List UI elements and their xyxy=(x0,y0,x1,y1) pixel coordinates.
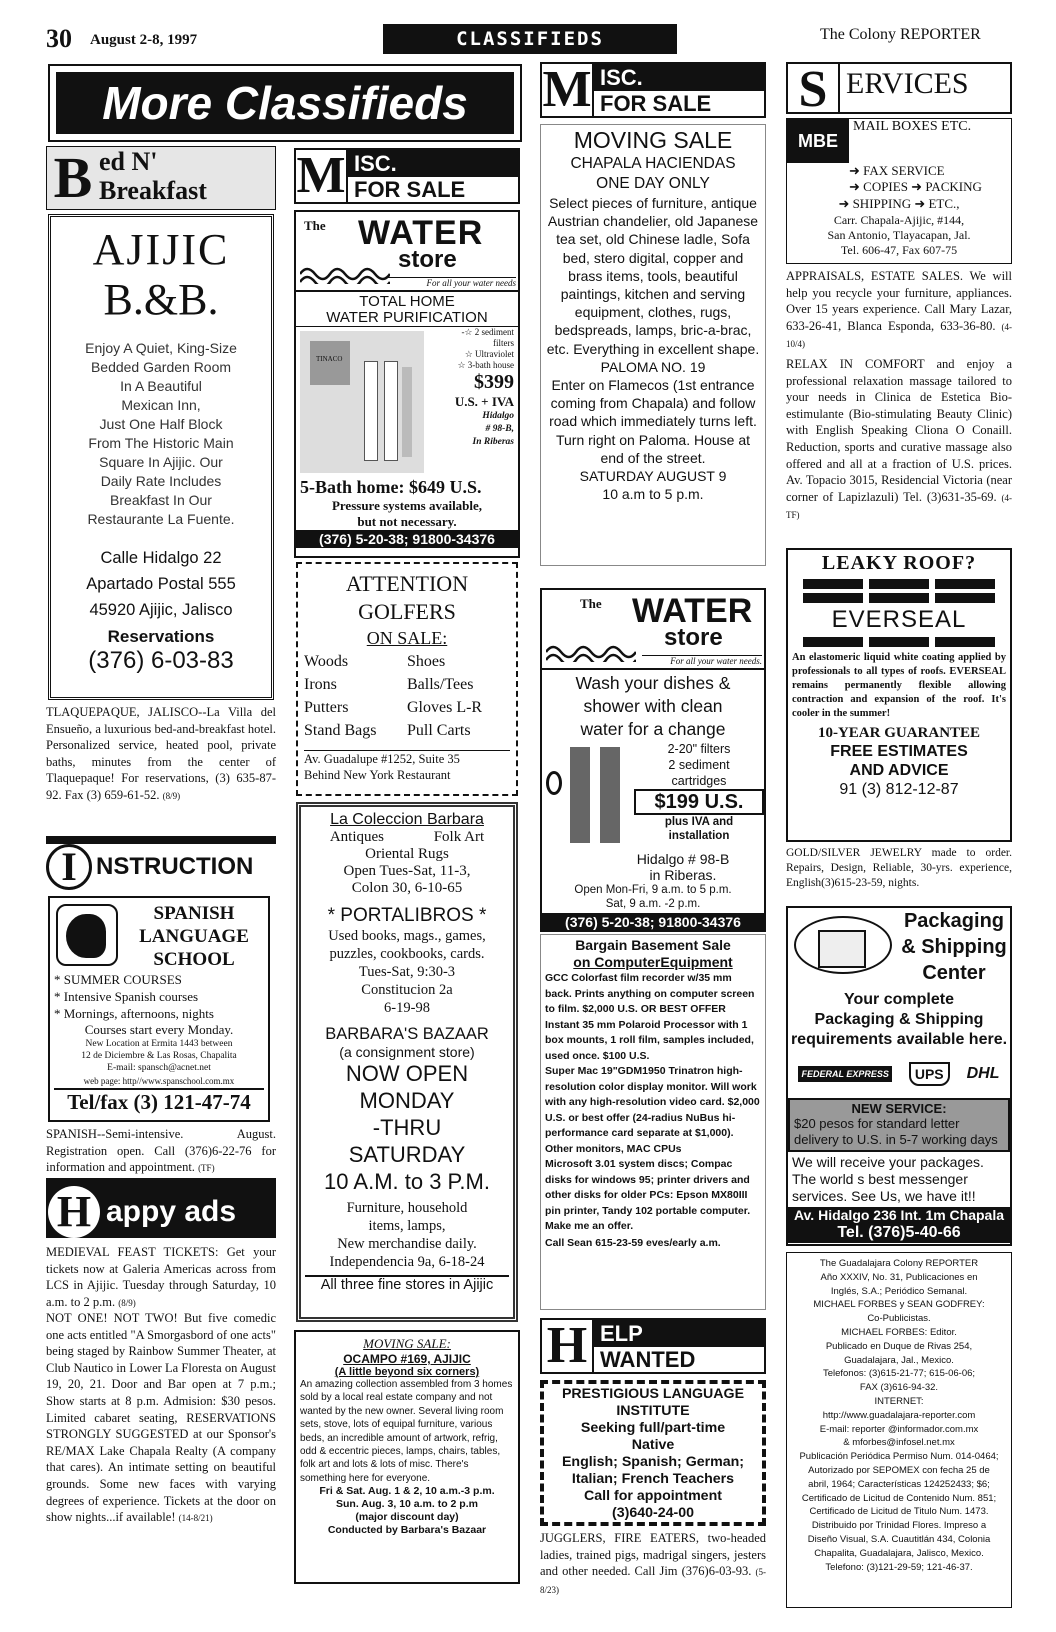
barbara-antiques: Antiques xyxy=(329,829,385,845)
water2-features xyxy=(634,741,764,789)
issue-date: August 2-8, 1997 xyxy=(90,32,198,48)
moving2-dates: Fri & Sat. Aug. 1 & 2, 10 a.m.-3 p.m. xyxy=(319,1485,495,1498)
bnb-words xyxy=(99,147,207,209)
water2-plus xyxy=(634,815,764,843)
moving-directions: Enter on Flamecos (1st entrance coming from Chapala) and follow road which immediately turns left. Turn right on Paloma. House at end of the street. xyxy=(549,377,757,466)
spanish-bullets xyxy=(54,971,264,1022)
spanish-bullet: * Mornings, afternoons, nights xyxy=(54,1006,214,1021)
water2-plus-line: installation xyxy=(668,830,730,842)
fedex-logo: FEDERAL EXPRESS xyxy=(798,1066,891,1082)
masthead-info-line: Certificado de Licitud de Contenido Num. 851; xyxy=(801,1492,997,1504)
masthead-info-line: FAX (3)616-94-32. xyxy=(859,1382,939,1394)
spanish-tel: Tel/fax (3) 121-47-74 xyxy=(54,1088,264,1115)
spanish-text-ad xyxy=(46,1126,276,1177)
golf-title1: ATTENTION xyxy=(345,571,469,596)
mbe-shipping: ➜ SHIPPING ➜ ETC., xyxy=(838,196,960,211)
pack-t3: Center xyxy=(922,962,986,984)
logo-tagline: For all your water needs xyxy=(386,277,516,288)
language-institute-line: Seeking full/part-time xyxy=(580,1420,726,1436)
everseal-body: An elastomeric liquid white coating applied by professionals to all types of roofs. EVERSEAL remains permanently flexible allowing contraction and expansion of the roof. It's cooler in the summer! xyxy=(792,652,1006,719)
water2-price: $199 U.S. xyxy=(634,789,764,815)
globe-box-icon xyxy=(788,908,898,990)
portalibros-line: Constitucion 2a xyxy=(361,982,453,998)
waves-icon-2 xyxy=(546,642,636,662)
water-store-ad-2 xyxy=(540,588,766,932)
bargain-title1: Bargain Basement Sale xyxy=(575,937,731,953)
bargain-body xyxy=(545,971,761,1235)
water1-feature: ☆ Ultraviolet xyxy=(464,349,514,359)
ups-logo: UPS xyxy=(909,1062,950,1086)
bazaar-furniture xyxy=(305,1199,509,1271)
language-institute-line: PRESTIGIOUS LANGUAGE xyxy=(561,1386,745,1402)
golf-title2: GOLFERS xyxy=(358,599,456,624)
language-institute-line: INSTITUTE xyxy=(616,1403,690,1419)
help-line1: ELP xyxy=(594,1320,764,1347)
barbara-hours: Open Tues-Sat, 11-3, xyxy=(343,863,471,879)
pack-sub-line: Packaging & Shipping xyxy=(814,1011,984,1028)
water2-address xyxy=(542,851,764,883)
masthead-info-line: E-mail: reporter @informador.com.mx xyxy=(819,1423,979,1435)
spanish-title-line: LANGUAGE xyxy=(139,926,249,947)
masthead-info-line: Diseño Visual, S.A. Cuautitlán 434, Colonia xyxy=(807,1533,991,1545)
language-institute-line: (3)640-24-00 xyxy=(611,1505,695,1521)
spanish-bullet: * Intensive Spanish courses xyxy=(54,989,199,1004)
barbara-rugs: Oriental Rugs xyxy=(365,846,449,862)
bargain-basement-ad xyxy=(540,934,766,1310)
golf-item: Woods xyxy=(304,653,349,670)
masthead-info-box xyxy=(786,1252,1012,1608)
moving-time: 10 a.m to 5 p.m. xyxy=(602,486,704,503)
checker-pattern xyxy=(792,579,1006,589)
misc-line2: FOR SALE xyxy=(354,177,466,202)
bazaar-furniture-line: Independencia 9a, 6-18-24 xyxy=(329,1254,485,1270)
relax-text: RELAX IN COMFORT and enjoy a professional relaxation massage tailored to your needs in Clinica de Estetica Bio-estimulante (Bio-stimulating Beauty Clinic) with English Speaking Cliona O Conaill. Reduction, sports and curative massage also offered and all at a fraction of U.S. prices. Av. Topacio 3015, Residencial Victoria (near corner of Lapizlazuli) Tel. (3)631-35-69. xyxy=(786,357,1012,504)
pack-sub xyxy=(788,990,1010,1050)
language-institute-line: Call for appointment xyxy=(584,1488,722,1504)
mbe-fax: ➜ FAX SERVICE xyxy=(849,163,945,178)
masthead-info-line: Año XXXIV, No. 31, Publicaciones en xyxy=(820,1271,978,1283)
ajijic-body-line: Restaurante La Fuente. xyxy=(87,511,235,527)
moving-sale-ocampo-ad xyxy=(294,1330,520,1584)
bnb-header xyxy=(46,146,276,210)
pack-new-body: $20 pesos for standard letter delivery to U.S. in 5-7 working days xyxy=(794,1116,998,1147)
ajijic-address xyxy=(57,545,265,623)
logo2-the: The xyxy=(580,596,602,611)
masthead-info-line: http://www.guadalajara-reporter.com xyxy=(822,1409,976,1421)
mbe-name: MAIL BOXES ETC. xyxy=(853,119,972,134)
spanish-text: SPANISH--Semi-intensive. August. Registration open. Call (376)6-22-76 for information and appointment. xyxy=(46,1127,276,1175)
bnb-letter: B xyxy=(53,145,93,210)
masthead-info-line: abril, 1964; Características 124252433; $6; xyxy=(808,1478,990,1490)
tlaquepaque-text: TLAQUEPAQUE, JALISCO--La Villa del Ensueño, a luxurious bed-and-breakfast hotel. Personalized service, heated pool, private baths, minutes from the center of Tlaquepaque! For reservations, (3) 635-87-92. Fax (3) 659-61-52. xyxy=(46,705,276,802)
spanish-loc1: New Location at Ermita 1443 between xyxy=(85,1039,233,1049)
water2-feature: 2-20" filters xyxy=(667,742,731,756)
masthead-info-line: Distribuido por Trinidad Flores. Impreso a xyxy=(811,1520,987,1532)
moving-title: MOVING SALE xyxy=(573,127,733,153)
help-line2: WANTED xyxy=(600,1347,696,1372)
moving2-by: Conducted by Barbara's Bazaar xyxy=(327,1524,487,1537)
masthead-info-line: Co-Publicistas. xyxy=(867,1313,931,1325)
bazaar-open-line: SATURDAY xyxy=(348,1142,466,1167)
water1-fivebath: 5-Bath home: $649 U.S. xyxy=(300,477,482,497)
water2-plus-line: plus IVA and xyxy=(664,816,734,828)
spanish-code: (TF) xyxy=(198,1163,215,1174)
bargain-item: Instant 35 mm Polaroid Processor with 1 box mounts, 1 roll film, samples included, used once. $100 U.S. xyxy=(545,1018,754,1062)
moving2-title: MOVING SALE: xyxy=(363,1336,451,1351)
bazaar-open-line: 10 A.M. to 3 P.M. xyxy=(324,1169,490,1194)
moving-paloma: PALOMA NO. 19 xyxy=(600,358,706,375)
waves-icon xyxy=(300,264,390,284)
pack-addr: Av. Hidalgo 236 Int. 1m Chapala xyxy=(788,1207,1010,1223)
happy-ads-header xyxy=(46,1178,276,1238)
bazaar-consign: (a consignment store) xyxy=(339,1044,475,1060)
bnb-line2: Breakfast xyxy=(99,176,207,205)
misc-line1: ISC. xyxy=(348,150,518,177)
more-classifieds-banner xyxy=(48,64,522,142)
water1-feature: filters xyxy=(493,338,514,348)
bargain-item: Microsoft 3.01 system discs; Compac disks for windows 95; printer drivers and other disks for older PCs: Epson MX80III pin printer, Tandy 102 portable computer. Make me an offer. xyxy=(545,1158,751,1232)
appraisals-text: APPRAISALS, ESTATE SALES. We will help you recycle your furniture, appliances. Over 15 years experience. Call Mary Lazar, 633-26-41, Blanca Esponda, 633-36-80. xyxy=(786,269,1012,333)
bargain-call: Call Sean 615-23-59 eves/early a.m. xyxy=(545,1236,721,1249)
jugglers-code: (5-8/23) xyxy=(540,1567,767,1595)
logo-the: The xyxy=(304,218,326,233)
ajijic-body xyxy=(57,339,265,529)
masthead-info-line: Chapalita, Guadalajara, Jalisco, Mexico. xyxy=(814,1547,984,1559)
moving2-addr: OCAMPO #169, AJIJIC xyxy=(343,1352,471,1366)
services-header xyxy=(786,61,1012,118)
ajijic-address-line: 45920 Ajijic, Jalisco xyxy=(89,601,233,619)
spanish-start: Courses start every Monday. xyxy=(84,1022,234,1037)
water-store-logo xyxy=(296,212,518,292)
bargain-item: GCC Colorfast film recorder w/35 mm back. Prints anything on computer screen to film. $2,000 U.S. OR BEST OFFER xyxy=(545,972,755,1015)
moving-sale-chapala-ad xyxy=(540,124,766,566)
water2-headline-line: shower with clean xyxy=(583,696,723,716)
barbara-folkart: Folk Art xyxy=(433,829,485,845)
masthead-info-line: Publicación Periódica Permiso Num. 014-0464; xyxy=(799,1451,999,1463)
medieval-code: (8/9) xyxy=(118,1297,136,1308)
bazaar-open-line: NOW OPEN xyxy=(345,1061,469,1086)
barbara-addr: Colon 30, 6-10-65 xyxy=(351,880,463,896)
help-wanted-header xyxy=(540,1318,766,1374)
masthead-info-line: MICHAEL FORBES: Editor. xyxy=(841,1326,957,1338)
golf-items xyxy=(304,650,510,742)
misc-line2-col3: FOR SALE xyxy=(600,91,712,116)
golf-item: Balls/Tees xyxy=(407,676,474,693)
logo-water: WATER xyxy=(358,214,484,252)
golfers-ad xyxy=(296,562,518,796)
golf-addr2: Behind New York Restaurant xyxy=(304,768,451,782)
relax-code: (4-TF) xyxy=(786,492,1012,521)
more-classifieds-title: More Classifieds xyxy=(56,72,514,134)
services-word: ERVICES xyxy=(846,67,969,100)
water1-notnec: but not necessary. xyxy=(357,514,457,529)
bargain-title2: on ComputerEquipment xyxy=(573,954,733,970)
language-institute-line: Native xyxy=(631,1437,675,1453)
ajijic-logo-line2: B.&B. xyxy=(103,275,219,324)
appraisals-code: (4-10/4) xyxy=(786,321,1013,350)
water1-phones: (376) 5-20-38; 91800-34376 xyxy=(296,530,518,548)
everseal-phone: 91 (3) 812-12-87 xyxy=(839,781,959,798)
ajijic-body-line: Breakfast In Our xyxy=(110,492,212,508)
golf-item-row xyxy=(304,650,510,673)
tinaco-tank xyxy=(310,341,350,385)
everseal-free1: FREE ESTIMATES xyxy=(830,743,968,760)
water1-address xyxy=(428,410,514,449)
language-institute-line: Italian; French Teachers xyxy=(571,1471,735,1487)
ajijic-logo-line1: AJIJIC xyxy=(92,225,230,274)
instruction-word: NSTRUCTION xyxy=(96,853,254,880)
water1-headline2: WATER PURIFICATION xyxy=(296,310,518,327)
water-store-ad-1 xyxy=(294,210,520,558)
moving2-body: An amazing collection assembled from 3 homes sold by a local real estate company and not wanted by the new owner. Several living room sets, stove, lots of equipal furniture, various beds, an incredible amount of artwork, refrig, odd & eccentric pieces, lamps, chairs, tables, folk art and lots & lots of misc. There's something here for everyone. xyxy=(300,1379,513,1484)
water2-address-line: Hidalgo # 98-B xyxy=(636,851,730,867)
water2-hours xyxy=(542,883,764,911)
water1-price: $399 xyxy=(474,371,514,393)
ajijic-address-line: Calle Hidalgo 22 xyxy=(100,549,222,567)
water1-features xyxy=(428,327,514,371)
portalibros-title: * PORTALIBROS * xyxy=(327,905,487,926)
checker-pattern xyxy=(792,637,1006,647)
everseal-brand: EVERSEAL xyxy=(831,606,967,633)
instruction-header xyxy=(46,836,276,890)
mbe-addr1: Carr. Chapala-Ajijic, #144, xyxy=(833,213,965,227)
portalibros-body xyxy=(305,927,509,1017)
masthead-info-line: Certificado de Licitud de Titulo Num. 1473. xyxy=(809,1506,989,1518)
pack-new-service: NEW SERVICE: xyxy=(851,1101,947,1116)
logo2-tagline: For all your water needs. xyxy=(642,655,762,666)
portalibros-line: puzzles, cookbooks, cards. xyxy=(329,946,485,962)
ajijic-body-line: Just One Half Block xyxy=(99,416,223,432)
ajijic-body-line: Enjoy A Quiet, King-Size xyxy=(85,340,237,356)
water2-address-line: in Riberas. xyxy=(649,867,717,883)
notone-code: (14-8/21) xyxy=(178,1513,213,1524)
section-title: CLASSIFIEDS xyxy=(383,24,677,54)
water2-hours-line: Open Mon-Fri, 9 a.m. to 5 p.m. xyxy=(574,884,732,896)
tlaquepaque-ad xyxy=(46,704,276,805)
misc-header-col2 xyxy=(294,148,520,204)
help-letter: H xyxy=(542,1320,594,1372)
masthead-info-line: MICHAEL FORBES y SEAN GODFREY: xyxy=(813,1299,985,1311)
ajijic-address-line: Apartado Postal 555 xyxy=(86,575,236,593)
logo-store: store xyxy=(398,246,457,273)
golf-item: Pull Carts xyxy=(407,722,471,739)
water1-feature: -☆ 2 sediment xyxy=(461,327,514,337)
logo2-water: WATER xyxy=(632,592,753,630)
relax-ad xyxy=(786,356,1012,524)
ajijic-body-line: In A Beautiful xyxy=(120,378,202,394)
gold-jewelry-ad: GOLD/SILVER JEWELRY made to order. Repairs, Design, Reliable, 30-yrs. experience, English(3)615-23-59, nights. xyxy=(786,847,1012,889)
portalibros-line: 6-19-98 xyxy=(384,1000,430,1016)
ajijic-body-line: From The Historic Main xyxy=(88,435,234,451)
pack-receive xyxy=(788,1152,1010,1207)
water1-price-unit: U.S. + IVA xyxy=(454,394,514,409)
masthead-info-line: Publicado en Duque de Rivas 254, xyxy=(825,1340,973,1352)
masthead-info-line: INTERNET: xyxy=(874,1395,924,1407)
masthead-info-line: & mforbes@infosel.net.mx xyxy=(843,1437,955,1449)
carrier-logos xyxy=(790,1056,1008,1092)
jugglers-ad xyxy=(540,1530,766,1598)
language-institute-line: English; Spanish; German; xyxy=(561,1454,745,1470)
portalibros-line: Used books, mags., games, xyxy=(328,928,486,944)
language-institute-ad xyxy=(540,1380,766,1526)
water-store-logo-2 xyxy=(542,590,764,670)
spanish-email: E-mail: spansch@acnet.net xyxy=(107,1063,211,1073)
spanish-title-line: SCHOOL xyxy=(153,949,235,970)
spanish-title-line: SPANISH xyxy=(153,903,235,924)
barbara-title: La Coleccion Barbara xyxy=(330,811,484,828)
spanish-school-ad xyxy=(48,896,270,1122)
everseal-head: LEAKY ROOF? xyxy=(821,552,977,574)
masthead-info-line: Inglés, S.A.; Periódico Semanal. xyxy=(830,1285,968,1297)
masthead-info xyxy=(789,1257,1009,1574)
instruction-letter: I xyxy=(46,844,92,890)
pack-receive-line: The world s best messenger xyxy=(792,1171,968,1187)
bargain-item: Super Mac 19"GDM1950 Trinatron high-resolution color display monitor. Will work with any high-resolution video card. $2,000 U.S. or best offer (24-radius NuBus hi-performance card separate at $1,000). xyxy=(545,1065,760,1139)
spanish-web: web page: http//www.spanschool.com.mx xyxy=(83,1076,235,1086)
water2-feature: 2 sediment xyxy=(668,758,730,772)
services-letter: S xyxy=(788,64,840,112)
masthead-info-line: The Guadalajara Colony REPORTER xyxy=(819,1258,979,1269)
notone-ad xyxy=(46,1310,276,1527)
golf-item: Gloves L-R xyxy=(407,699,483,716)
ajijic-res-phone: (376) 6-03-83 xyxy=(88,647,234,674)
happy-word: appy ads xyxy=(106,1195,237,1228)
bazaar-open-line: -THRU xyxy=(372,1115,442,1140)
golf-addr1: Av. Guadalupe #1252, Suite 35 xyxy=(304,750,510,767)
spanish-loc2: 12 de Diciembre & Las Rosas, Chapalita xyxy=(81,1051,237,1061)
portalibros-line: Tues-Sat, 9:30-3 xyxy=(358,964,456,980)
water1-headline1: TOTAL HOME xyxy=(359,293,455,310)
pack-receive-line: We will receive your packages. xyxy=(792,1154,984,1170)
bargain-item: Other monitors, MAC CPUs xyxy=(545,1142,682,1155)
pack-t2: & Shipping xyxy=(901,936,1007,958)
moving2-sub: (A little beyond six corners) xyxy=(334,1366,480,1378)
jugglers-text: JUGGLERS, FIRE EATERS, two-headed ladies, trained pigs, madrigal singers, jesters and other needed. Call Jim (376)6-03-93. xyxy=(540,1531,766,1579)
water1-address-line: Hidalgo xyxy=(482,411,514,421)
masthead-info-line: Telefonos: (3)615-21-77; 615-06-06; xyxy=(822,1368,976,1380)
bazaar-furniture-line: items, lamps, xyxy=(368,1218,446,1234)
appraisals-ad xyxy=(786,268,1012,353)
ajijic-res-label: Reservations xyxy=(107,627,215,646)
moving-body: Select pieces of furniture, antique Austrian chandelier, old Japanese tea set, old Chinese ladle, Sofa bed, stero digital, copper and brass items, tools, beautiful paintings, kitchen and serving equipment, clothes, rugs, bedspreads, lamps, bric-a-brac, etc. Everything in excellent shape. xyxy=(546,195,760,357)
filter-system-photo xyxy=(300,331,424,473)
bazaar-open-line: MONDAY xyxy=(359,1088,455,1113)
golf-item: Irons xyxy=(304,676,337,693)
golf-item-row xyxy=(304,719,510,742)
misc-letter: M xyxy=(296,150,348,202)
water2-headline-line: water for a change xyxy=(580,719,726,739)
bazaar-furniture-line: New merchandise daily. xyxy=(337,1236,477,1252)
everseal-ad xyxy=(786,548,1012,842)
ajijic-body-line: Bedded Garden Room xyxy=(90,359,232,375)
ajijic-bnb-ad xyxy=(48,214,274,700)
masthead-info-line: Guadalajara, Jal., Mexico. xyxy=(844,1354,954,1366)
checker-pattern xyxy=(792,593,1006,603)
spanish-bullet: * SUMMER COURSES xyxy=(54,972,182,987)
mbe-copies: ➜ COPIES ➜ PACKING xyxy=(849,179,982,194)
language-institute-body xyxy=(546,1386,760,1522)
water2-feature: cartridges xyxy=(671,774,727,788)
filter-cartridge-photo xyxy=(542,741,634,851)
golf-item: Shoes xyxy=(407,653,446,670)
logo2-store: store xyxy=(664,624,723,651)
water1-pressure: Pressure systems available, xyxy=(331,498,483,513)
moving2-sun: Sun. Aug. 3, 10 a.m. to 2 p.m xyxy=(336,1498,478,1511)
pack-tel: Tel. (376)5-40-66 xyxy=(788,1223,1010,1243)
golf-item-row xyxy=(304,696,510,719)
happy-letter: H xyxy=(48,1186,100,1238)
water1-address-line: In Riberas xyxy=(472,437,514,447)
medieval-text: MEDIEVAL FEAST TICKETS: Get your tickets now at Galeria Americas across from LCS in Ajijic. Tuesday through Saturday, 10 a.m. to 2 p.m. xyxy=(46,1245,276,1309)
pack-receive-line: services. See Us, we have it!! xyxy=(792,1188,976,1204)
misc-letter-col3: M xyxy=(542,64,594,116)
water2-headline-line: Wash your dishes & xyxy=(575,673,731,693)
moving-sub2: ONE DAY ONLY xyxy=(596,175,710,192)
masthead-info-line: Autorizado por SEPOMEX con fecha 25 de xyxy=(808,1464,990,1476)
golf-item: Stand Bags xyxy=(304,722,377,739)
misc-line1-col3: ISC. xyxy=(594,64,764,91)
water1-address-line: # 98-B, xyxy=(485,424,514,434)
pack-sub-line: requirements available here. xyxy=(790,1031,1008,1048)
medieval-ad xyxy=(46,1244,276,1311)
ajijic-body-line: Square In Ajijic. Our xyxy=(99,454,223,470)
tlaquepaque-code: (8/9) xyxy=(162,790,181,801)
packaging-shipping-ad xyxy=(786,906,1012,1246)
bazaar-open xyxy=(305,1060,509,1195)
speaking-head-icon xyxy=(56,904,118,966)
moving-sub1: CHAPALA HACIENDAS xyxy=(570,155,736,172)
everseal-warranty: 10-YEAR GUARANTEE xyxy=(817,725,981,741)
barbara-ad xyxy=(296,802,518,1322)
everseal-free2: AND ADVICE xyxy=(849,762,949,779)
ajijic-body-line: Daily Rate Includes xyxy=(100,473,222,489)
bazaar-furniture-line: Furniture, household xyxy=(346,1200,468,1216)
pack-t1: Packaging xyxy=(903,910,1005,932)
moving-when: SATURDAY AUGUST 9 xyxy=(579,468,727,485)
water2-phones: (376) 5-20-38; 91800-34376 xyxy=(542,913,764,931)
golf-item: Putters xyxy=(304,699,349,716)
mbe-addr2: San Antonio, Tlayacapan, Jal. xyxy=(827,228,971,242)
masthead-info-line: Telefono: (3)121-29-59; 121-46-37. xyxy=(825,1561,973,1573)
spanish-school-title xyxy=(124,902,264,971)
golf-onsale: ON SALE: xyxy=(366,628,448,648)
ajijic-body-line: Mexican Inn, xyxy=(121,397,201,413)
notone-text: NOT ONE! NOT TWO! But five comedic one acts entitled "A Smorgasbord of one acts" being staged by Rainbow Summer Theater, at Club Nautico in Lower La Floresta on August 19, 20, 21. Door and Bar open at 7 p.m.; Show starts at 8 p.m. Admision: $30 pesos. Limited cabaret seating, RESERVATIONS STRONGLY SUGGESTED at our Sponsor's RE/MAX Lake Chapala Realty (A company that cares). An intimate setting on beautiful grounds. Some new faces with varying degrees of experience. Tickets at the door on show nights...if available! xyxy=(46,1311,276,1525)
tinaco-label: TINACO xyxy=(316,355,343,363)
mail-boxes-ad xyxy=(786,118,1012,264)
mbe-logo: MBE xyxy=(787,119,849,163)
paper-name: The Colony REPORTER xyxy=(820,26,981,43)
water1-feature: ☆ 3-bath house xyxy=(457,360,514,370)
barbara-all-stores: All three fine stores in Ajijic xyxy=(305,1275,509,1293)
bazaar-title: BARBARA'S BAZAAR xyxy=(325,1025,489,1043)
misc-header-col3 xyxy=(540,62,766,118)
mbe-tel: Tel. 606-47, Fax 607-75 xyxy=(840,243,958,257)
golf-item-row xyxy=(304,673,510,696)
bnb-line1: ed N' xyxy=(99,147,158,176)
water2-hours-line: Sat, 9 a.m. -2 p.m. xyxy=(605,898,701,910)
dhl-logo: DHL xyxy=(966,1065,1000,1082)
water2-headline xyxy=(542,672,764,741)
page-number: 30 xyxy=(46,24,72,53)
moving2-disc: (major discount day) xyxy=(355,1511,459,1524)
pack-sub-line: Your complete xyxy=(844,991,954,1008)
